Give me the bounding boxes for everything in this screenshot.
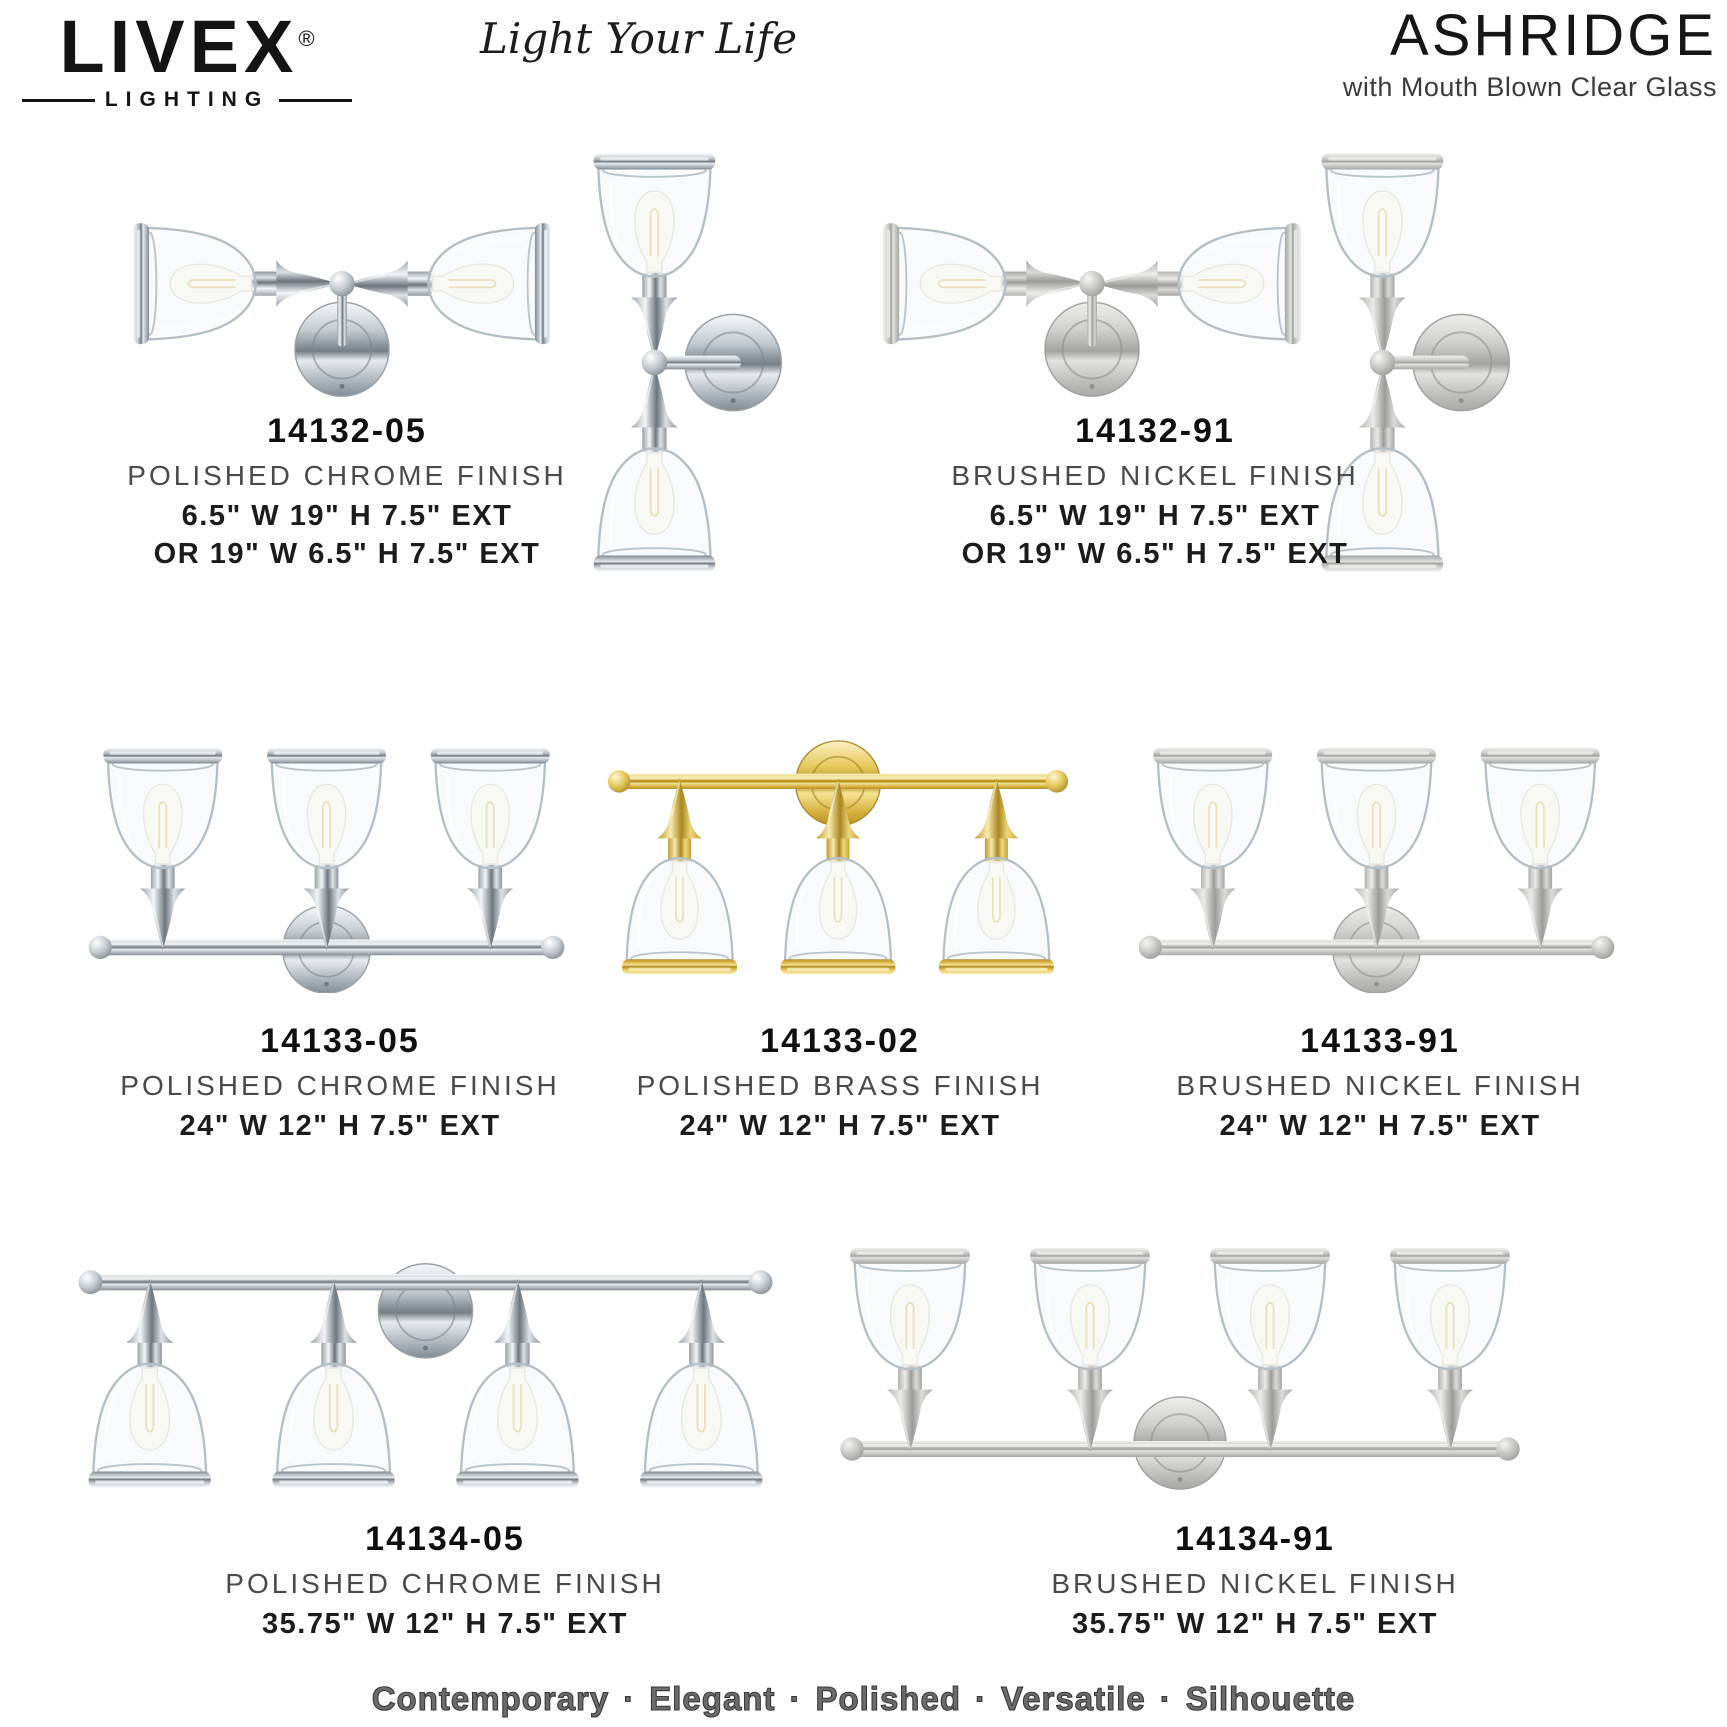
product-dimensions: 35.75" W 12" H 7.5" EXT bbox=[1072, 1608, 1438, 1640]
brand-logo bbox=[22, 5, 352, 112]
product-info-14132-91 bbox=[905, 412, 1405, 576]
product-info-14133-05 bbox=[90, 1022, 590, 1148]
fixture-photo-14134-91 bbox=[830, 1235, 1530, 1495]
brand-sub-row bbox=[22, 88, 352, 112]
product-sku: 14133-05 bbox=[260, 1022, 420, 1060]
product-sku: 14133-02 bbox=[760, 1022, 920, 1060]
product-finish: BRUSHED NICKEL FINISH bbox=[1176, 1070, 1584, 1101]
product-finish: POLISHED BRASS FINISH bbox=[636, 1070, 1044, 1101]
product-sku: 14134-05 bbox=[365, 1520, 525, 1558]
keyword: Polished bbox=[815, 1680, 961, 1717]
product-dimensions: 6.5" W 19" H 7.5" EXT bbox=[181, 500, 513, 532]
product-finish: POLISHED CHROME FINISH bbox=[127, 460, 567, 491]
fixture-photo-14132-91-horizontal bbox=[862, 168, 1322, 413]
logo-rule-left bbox=[22, 99, 95, 102]
product-dimensions-alt: OR 19" W 6.5" H 7.5" EXT bbox=[961, 538, 1349, 570]
brand-script-tagline: Light Your Life bbox=[480, 14, 798, 63]
keyword: Silhouette bbox=[1185, 1680, 1356, 1717]
keyword: Elegant bbox=[649, 1680, 776, 1717]
product-dimensions: 6.5" W 19" H 7.5" EXT bbox=[989, 500, 1321, 532]
fixture-photo-14132-05-horizontal bbox=[112, 168, 572, 413]
product-dimensions: 24" W 12" H 7.5" EXT bbox=[179, 1110, 501, 1142]
collection-title: ASHRIDGE bbox=[1390, 3, 1717, 68]
brand-subname: LIGHTING bbox=[104, 88, 270, 111]
keyword-separator: · bbox=[974, 1680, 987, 1717]
keyword: Versatile bbox=[1000, 1680, 1146, 1717]
product-info-14133-02 bbox=[590, 1022, 1090, 1148]
product-info-14134-05 bbox=[195, 1520, 695, 1646]
keyword-separator: · bbox=[1159, 1680, 1172, 1717]
brand-name: LIVEX® bbox=[59, 5, 315, 88]
product-finish: POLISHED CHROME FINISH bbox=[225, 1568, 665, 1599]
keyword-separator: · bbox=[623, 1680, 636, 1717]
product-dimensions: 24" W 12" H 7.5" EXT bbox=[1219, 1110, 1541, 1142]
product-finish: BRUSHED NICKEL FINISH bbox=[951, 460, 1359, 491]
product-info-14133-91 bbox=[1130, 1022, 1630, 1148]
collection-title-block bbox=[1343, 4, 1717, 103]
product-finish: BRUSHED NICKEL FINISH bbox=[1051, 1568, 1459, 1599]
fixture-photo-14133-91 bbox=[1128, 735, 1625, 993]
product-dimensions-alt: OR 19" W 6.5" H 7.5" EXT bbox=[153, 538, 541, 570]
product-finish: POLISHED CHROME FINISH bbox=[120, 1070, 560, 1101]
product-info-14132-05 bbox=[97, 412, 597, 576]
keyword-separator: · bbox=[789, 1680, 802, 1717]
keyword: Contemporary bbox=[371, 1680, 610, 1717]
product-info-14134-91 bbox=[1005, 1520, 1505, 1646]
registered-mark: ® bbox=[298, 26, 315, 51]
fixture-photo-14133-02 bbox=[598, 737, 1078, 987]
product-sku: 14134-91 bbox=[1175, 1520, 1335, 1558]
collection-subtitle: with Mouth Blown Clear Glass bbox=[1342, 71, 1717, 102]
footer-keywords bbox=[0, 1680, 1727, 1718]
fixture-photo-14133-05 bbox=[78, 735, 575, 993]
logo-rule-right bbox=[279, 99, 352, 102]
fixture-photo-14134-05 bbox=[68, 1235, 783, 1501]
product-sku: 14132-91 bbox=[1075, 412, 1235, 450]
product-sku: 14133-91 bbox=[1300, 1022, 1460, 1060]
product-dimensions: 35.75" W 12" H 7.5" EXT bbox=[262, 1608, 628, 1640]
product-sku: 14132-05 bbox=[267, 412, 427, 450]
product-dimensions: 24" W 12" H 7.5" EXT bbox=[679, 1110, 1001, 1142]
